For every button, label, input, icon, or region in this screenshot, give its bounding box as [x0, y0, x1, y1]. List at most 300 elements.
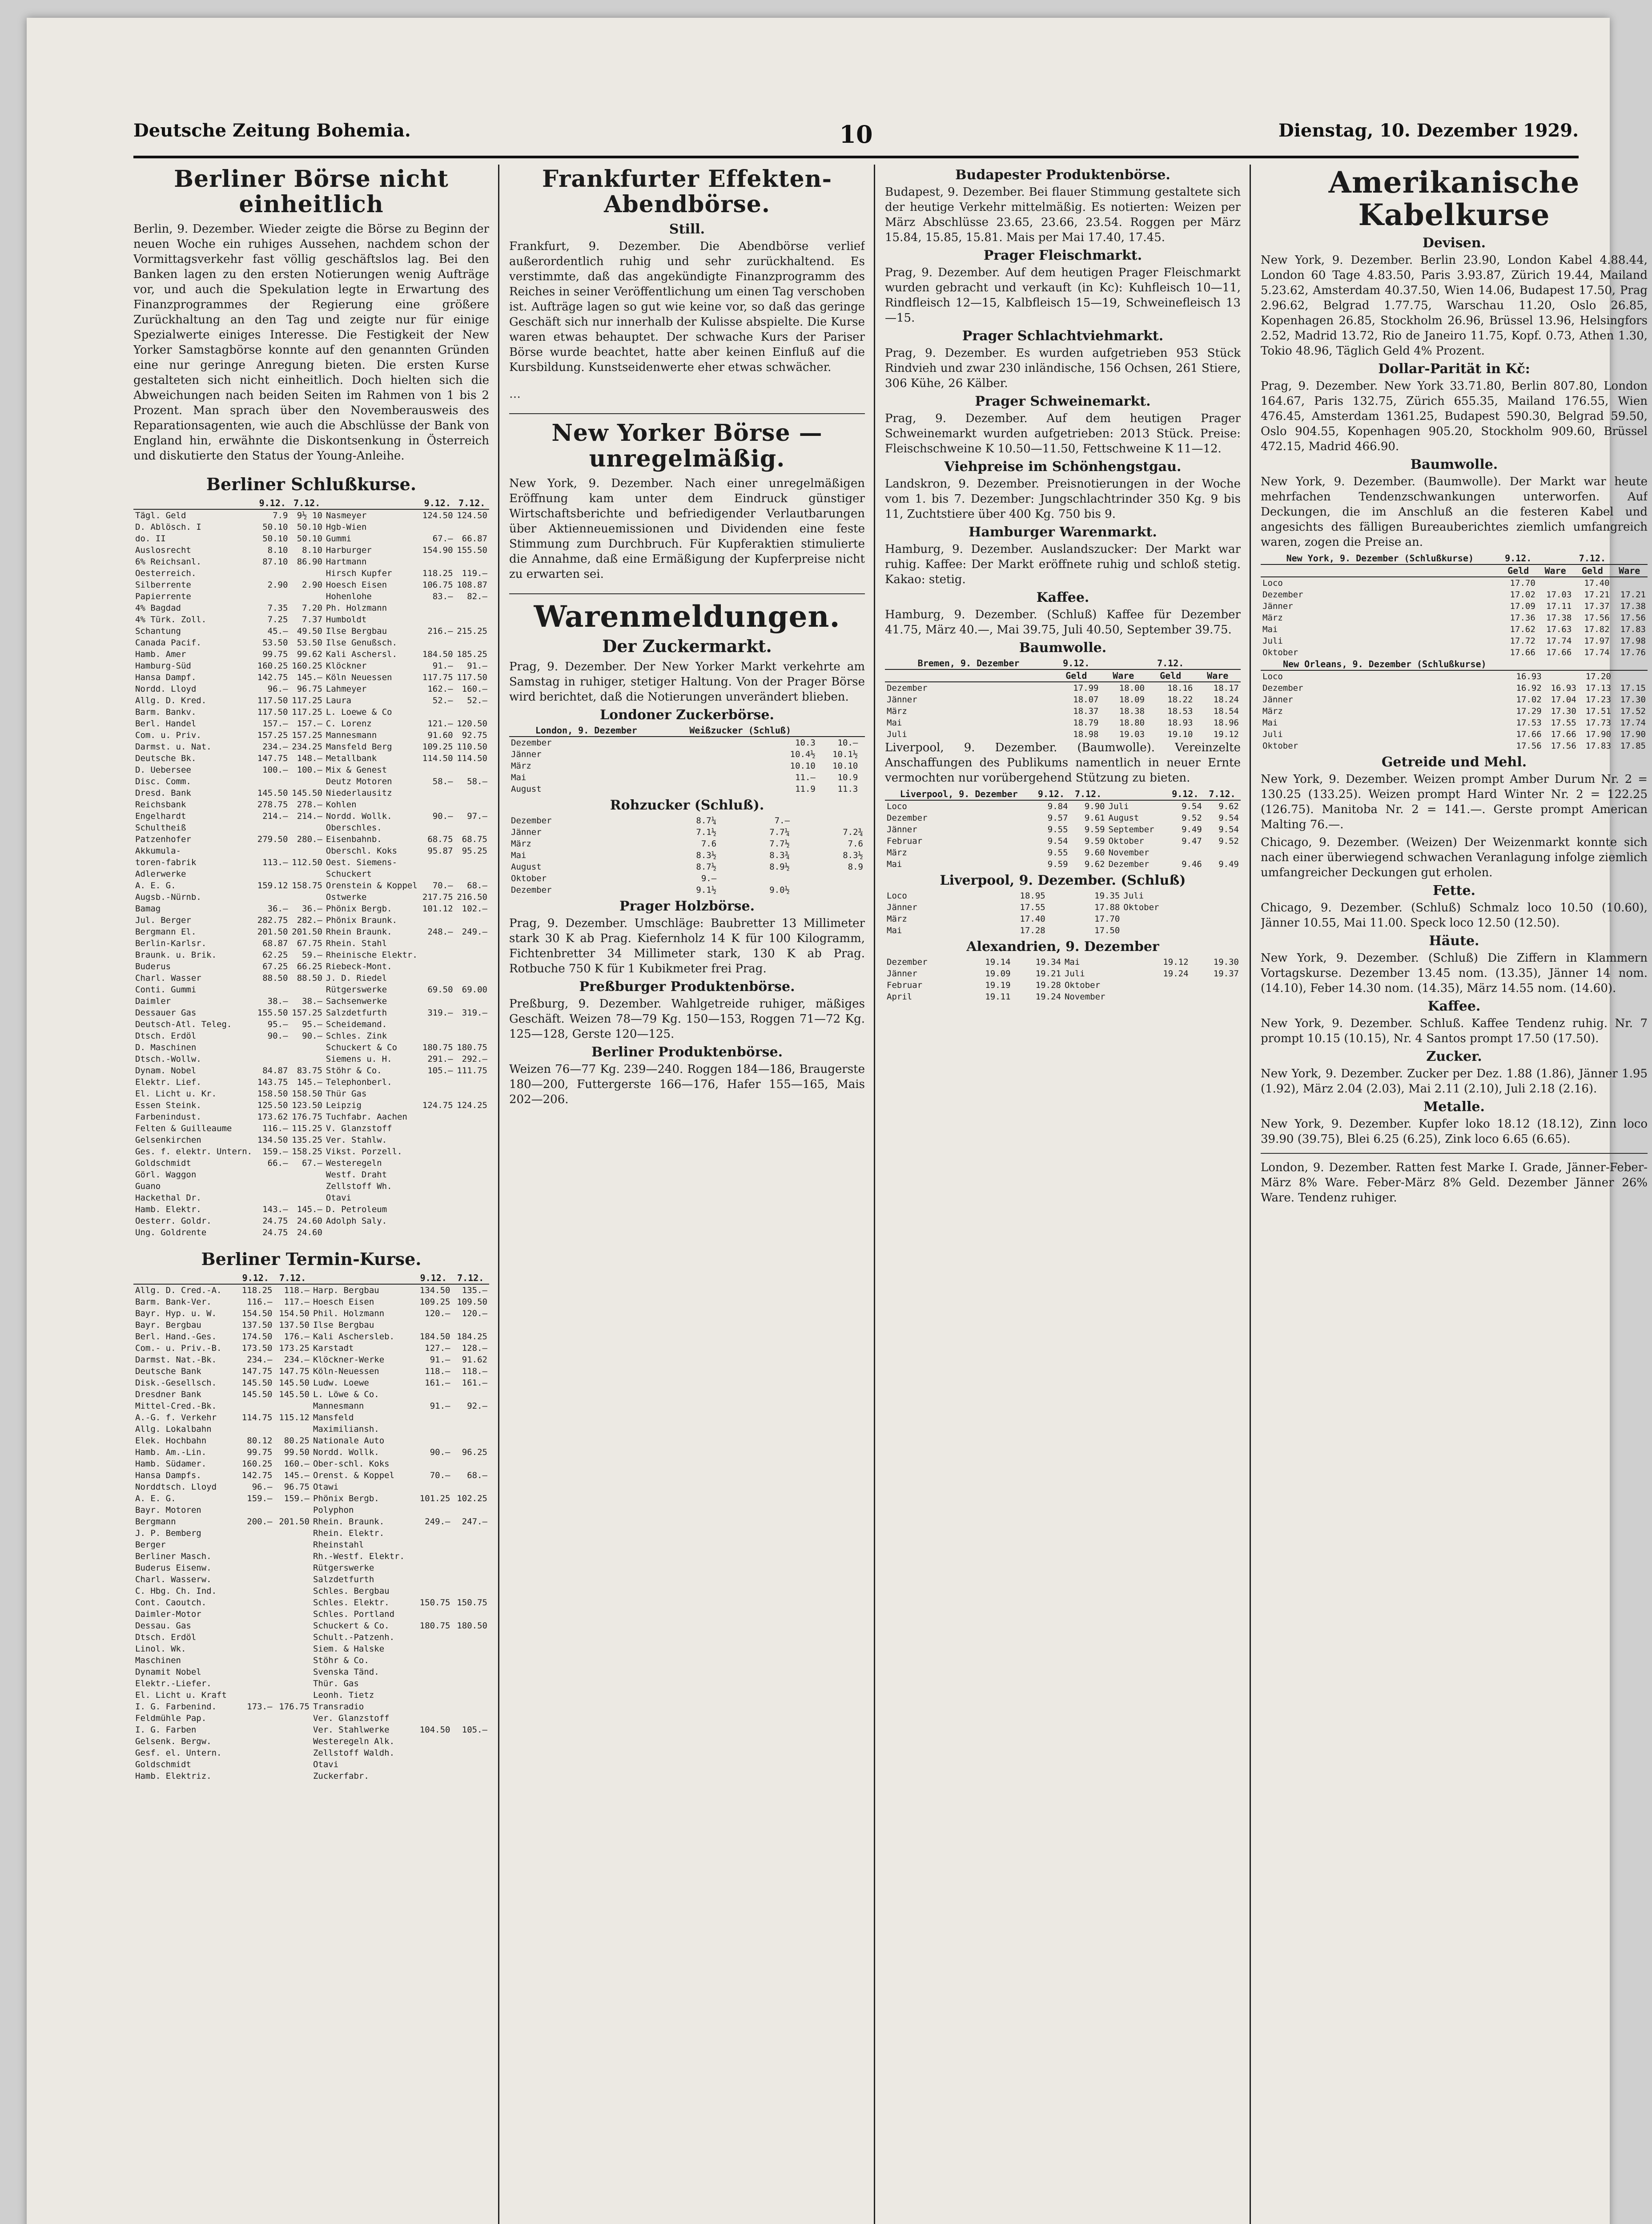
table-cell: [415, 1574, 452, 1585]
table-cell: [289, 1192, 324, 1204]
table-row: [133, 1100, 489, 1111]
table-cell: [255, 1042, 289, 1053]
table-cell: 50.10: [297, 534, 322, 544]
table-cell: 145.–: [297, 673, 322, 683]
table-row: [1261, 717, 1648, 729]
table-header-cell: [324, 497, 420, 509]
table-cell: Schuckert & Co: [326, 1043, 398, 1053]
table-row: [885, 925, 1241, 936]
heading-fette: Fette.: [1433, 883, 1475, 899]
table-cell: Stöhr & Co.: [313, 1655, 369, 1665]
table-cell: 145.50: [241, 1378, 273, 1388]
table-cell: 113.–: [262, 858, 288, 868]
table-cell: Oktober: [1262, 648, 1298, 658]
table-cell: 216.–: [427, 626, 453, 637]
table-cell: Schles. Zink: [326, 1031, 387, 1041]
table-cell: 67.75: [297, 939, 322, 949]
table-cell: 70.–: [432, 881, 453, 891]
table-cell: [452, 1666, 489, 1678]
table-cell: Zellstoff Wh.: [326, 1181, 392, 1192]
table-cell: [274, 1724, 311, 1736]
table-cell: Dessau. Gas: [135, 1620, 191, 1631]
table-cell: Kali Aschersl.: [326, 649, 398, 660]
table-row: [885, 890, 1241, 902]
table-row: [133, 1585, 489, 1597]
table-cell: 176.75: [279, 1701, 309, 1712]
table-cell: [237, 1632, 274, 1643]
table-cell: 116.–: [247, 1297, 273, 1307]
table-cell: 143.75: [257, 1077, 288, 1088]
table-cell: [860, 772, 865, 783]
table-cell: Daimler-Motor: [135, 1609, 201, 1619]
table-cell: Barm. Bankv.: [135, 707, 197, 717]
table-cell: Papierrente: [135, 592, 191, 602]
table-cell: 247.–: [462, 1516, 487, 1527]
table-cell: [452, 1423, 489, 1435]
table-cell: 96.–: [267, 684, 288, 694]
table-cell: [455, 868, 489, 880]
table-cell: [255, 868, 289, 880]
table-cell: 118.–: [425, 1366, 450, 1376]
table-cell: [237, 1770, 274, 1782]
table-row: [133, 568, 489, 579]
heading-schlachtvieh: Prager Schlachtviehmarkt.: [962, 328, 1164, 344]
table-cell: Allg. D. Cred.-A.: [135, 1285, 222, 1295]
table-cell: [237, 1504, 274, 1516]
table-cell: 109.25: [422, 742, 453, 752]
table-row: [133, 1123, 489, 1134]
table-cell: [452, 1504, 489, 1516]
table-cell: 17.63: [1546, 624, 1572, 635]
table-cell: Eisenbahnb.: [326, 834, 382, 845]
table-row: [133, 544, 489, 556]
table-cell: 9.54: [1218, 825, 1239, 834]
table-cell: Mai: [887, 718, 902, 728]
table-row: [885, 991, 1241, 1003]
table-cell: 96.25: [462, 1447, 487, 1457]
table-cell: Canada Pacif.: [135, 638, 201, 648]
table-cell: 319.–: [462, 1008, 487, 1018]
table-cell: [415, 1504, 452, 1516]
table-cell: El. Licht u. Kraft: [135, 1690, 227, 1700]
table-header-cell: 9.12.: [415, 1272, 452, 1284]
heading-berlin-schlusskurse: Berliner Schlußkurse.: [206, 474, 417, 495]
table-cell: [455, 556, 489, 568]
table-cell: Dresd. Bank: [135, 788, 191, 798]
table-cell: 7.7½: [769, 839, 790, 849]
table-cell: Zellstoff Waldh.: [313, 1748, 395, 1758]
table-cell: 10.3: [795, 738, 816, 748]
table-row: [133, 1435, 489, 1446]
table-cell: Hamburg-Süd: [135, 661, 191, 671]
table-row: [133, 1597, 489, 1608]
article-zucker-ny: New York, 9. Dezember. Zucker per Dez. 1.88 (1.86), Jänner 1.95 (1.92), März 2.04 (2.03), Mai 2.11 (2.10), Juli 2.18 (2.16).: [1261, 1067, 1648, 1096]
table-cell: 18.24: [1213, 695, 1239, 705]
table-cell: [237, 1597, 274, 1608]
table-cell: Jänner: [887, 969, 917, 979]
table-row: [133, 1377, 489, 1389]
table-cell: 159.–: [284, 1493, 309, 1503]
table-cell: Rhein Braunk.: [326, 927, 392, 937]
heading-kaffee: Kaffee.: [1036, 590, 1089, 605]
table-cell: 150.75: [419, 1597, 450, 1608]
table-header-cell: Ware: [1612, 564, 1648, 577]
table-cell: Gelsenk. Bergw.: [135, 1736, 212, 1746]
table-cell: 18.80: [1119, 718, 1145, 728]
table-cell: 17.04: [1551, 695, 1576, 705]
table-cell: Disc. Comm.: [135, 777, 191, 787]
table-cell: 17.66: [1516, 729, 1542, 740]
table-cell: [255, 845, 289, 857]
table-cell: 117.50: [457, 673, 487, 683]
table-header-cell: [1107, 788, 1167, 800]
table-cell: [1543, 670, 1578, 682]
table-cell: 145.50: [279, 1389, 309, 1399]
table-cell: 148.–: [297, 753, 322, 764]
table-cell: Deutsche Bank: [135, 1366, 201, 1376]
table-cell: 8.3½: [696, 850, 717, 861]
table-cell: 158.75: [292, 881, 322, 891]
table-row: [133, 718, 489, 729]
table-cell: [1204, 847, 1241, 858]
table-cell: Essen Steink.: [135, 1100, 201, 1111]
table-cell: [420, 1123, 454, 1134]
table-cell: Berliner Masch.: [135, 1551, 212, 1561]
table-cell: 176.75: [292, 1112, 322, 1122]
table-cell: Dezember: [511, 816, 552, 826]
table-cell: 17.74: [1546, 636, 1572, 646]
table-cell: Phönix Braunk.: [326, 915, 398, 926]
table-cell: 17.90: [1585, 729, 1611, 740]
table-cell: 62.25: [262, 950, 288, 960]
table-cell: [255, 822, 289, 834]
table-cell: März: [511, 839, 531, 849]
table-cell: Hamb. Amer: [135, 649, 186, 660]
table-header-cell: 7.12.: [274, 1272, 311, 1284]
table-cell: I. G. Farbenind.: [135, 1701, 217, 1712]
table-cell: Berl. Handel: [135, 719, 197, 729]
table-cell: [289, 1180, 324, 1192]
table-cell: Vikst. Porzell.: [326, 1147, 402, 1157]
table-cell: [455, 1204, 489, 1215]
table-cell: [455, 1215, 489, 1227]
table-cell: Dezember: [511, 738, 552, 748]
article-getreide: New York, 9. Dezember. Weizen prompt Amber Durum Nr. 2 = 130.25 (133.25). Weizen prompt Hard Winter Nr. 2 = 122.25 (126.75). Manitoba Nr. 2 = 141.—. Gerste prompt American Malting 76.—.: [1261, 773, 1648, 832]
table-cell: Jänner: [887, 902, 917, 912]
table-cell: [420, 637, 454, 649]
table-cell: Rütgerswerke: [313, 1563, 374, 1573]
table-cell: [455, 1076, 489, 1088]
table-cell: 17.13: [1585, 683, 1611, 693]
table-alexandrien: [885, 956, 1241, 1003]
table-cell: [1140, 979, 1190, 991]
table-cell: [420, 1157, 454, 1169]
table-cell: [455, 972, 489, 984]
table-cell: [860, 783, 865, 795]
table-cell: [415, 1423, 452, 1435]
table-cell: 91.60: [427, 730, 453, 741]
table-cell: Mix & Genest: [326, 765, 387, 775]
table-row: [133, 1308, 489, 1319]
table-cell: 160.25: [292, 661, 322, 671]
table-row: [133, 984, 489, 995]
table-cell: Laura: [326, 696, 352, 706]
table-header-cell: [1100, 657, 1146, 669]
table-cell: 17.99: [1073, 683, 1099, 693]
table-cell: 173.50: [241, 1343, 273, 1353]
heading-london-zucker: Londoner Zuckerbörse.: [600, 707, 774, 723]
table-cell: 102.25: [457, 1493, 487, 1503]
heading-schweinemarkt: Prager Schweinemarkt.: [975, 394, 1151, 409]
table-cell: 9.61: [1084, 813, 1105, 823]
table-cell: Nordd. Wollk.: [326, 811, 392, 822]
table-cell: [452, 1412, 489, 1423]
table-row: [133, 1712, 489, 1724]
table-cell: Gelsenkirchen: [135, 1135, 201, 1145]
table-cell: Westf. Draht: [326, 1170, 387, 1180]
table-cell: 24.60: [297, 1228, 322, 1238]
table-cell: 70.–: [430, 1470, 450, 1480]
table-cell: 17.74: [1584, 648, 1610, 658]
table-cell: Riebeck-Mont.: [326, 962, 392, 972]
table-header-cell: 9.12.: [255, 497, 289, 509]
table-row: [1261, 589, 1648, 600]
table-cell: 117.50: [257, 707, 288, 717]
table-cell: [237, 1620, 274, 1632]
table-cell: [452, 1574, 489, 1585]
table-row: [133, 1389, 489, 1400]
table-cell: August: [511, 784, 542, 794]
table-cell: 117.75: [422, 673, 453, 683]
table-cell: [420, 787, 454, 799]
heading-haeute: Häute.: [1429, 933, 1479, 949]
table-cell: 155.50: [457, 545, 487, 556]
table-cell: 17.11: [1546, 601, 1572, 612]
table-row: [133, 579, 489, 591]
table-cell: 115.12: [279, 1412, 309, 1422]
table-row: [133, 1030, 489, 1042]
heading-dollar-paritaet: Dollar-Parität in Kč:: [1378, 361, 1530, 377]
masthead: [133, 120, 1579, 156]
table-cell: 8.10: [267, 545, 288, 556]
table-cell: 157.–: [262, 719, 288, 729]
table-row: [509, 884, 865, 896]
table-cell: 17.88: [1094, 902, 1120, 912]
table-cell: 147.75: [257, 753, 288, 764]
table-row: [133, 625, 489, 637]
table-cell: [455, 706, 489, 718]
table-cell: [420, 822, 454, 834]
article-chicago: Chicago, 9. Dezember. (Weizen) Der Weizenmarkt konnte sich nach einer überwiegend schwachen Veranlagung infolge ziemlich umfangreicher Deckungen gut erholen.: [1261, 836, 1648, 880]
table-cell: März: [887, 914, 907, 924]
table-cell: [274, 1527, 311, 1539]
table-cell: 17.76: [1620, 648, 1646, 658]
table-cell: 154.50: [279, 1308, 309, 1318]
table-cell: 278.–: [297, 800, 322, 810]
table-cell: 9.59: [1084, 836, 1105, 846]
table-cell: 7.6: [701, 839, 717, 849]
table-cell: 173.62: [257, 1112, 288, 1122]
table-cell: [415, 1608, 452, 1620]
table-cell: Adlerwerke: [135, 869, 186, 879]
table-cell: [420, 1076, 454, 1088]
table-header-cell: Liverpool, 9. Dezember: [885, 788, 1033, 800]
table-cell: Dtsch.-Wollw.: [135, 1054, 201, 1064]
table-cell: 90.–: [432, 811, 453, 822]
table-cell: 96.75: [284, 1482, 309, 1492]
table-cell: 17.56: [1516, 741, 1542, 751]
table-row: [509, 861, 865, 873]
table-cell: Ostwerke: [326, 892, 367, 902]
table-cell: [237, 1551, 274, 1562]
issue-date: Dienstag, 10. Dezember 1929.: [1278, 120, 1579, 141]
table-row: [133, 995, 489, 1007]
table-row: [133, 1076, 489, 1088]
table-cell: Jänner: [887, 695, 917, 705]
table-cell: [274, 1423, 311, 1435]
table-row: [1261, 705, 1648, 717]
table-row: [133, 1146, 489, 1157]
table-cell: 124.50: [422, 511, 453, 521]
table-header-cell: [1578, 658, 1613, 670]
table-cell: [274, 1666, 311, 1678]
table-cell: Loco: [887, 802, 907, 811]
table-row: [885, 694, 1241, 705]
table-cell: Schuckert: [326, 869, 372, 879]
table-cell: Nordd. Lloyd: [135, 684, 197, 694]
table-cell: 18.22: [1167, 695, 1193, 705]
table-cell: 67.–: [432, 534, 453, 544]
table-cell: 9.49: [1182, 825, 1202, 834]
table-cell: 97.–: [467, 811, 487, 822]
table-cell: 17.20: [1585, 672, 1611, 682]
table-row: [885, 847, 1241, 858]
table-header-cell: 7.12.: [455, 497, 489, 509]
table-row: [1261, 670, 1648, 682]
table-row: [133, 1632, 489, 1643]
table-cell: 17.02: [1510, 590, 1535, 600]
table-cell: 161.–: [462, 1378, 487, 1388]
table-cell: 157.25: [257, 730, 288, 741]
table-cell: 125.50: [257, 1100, 288, 1111]
table-row: [133, 1065, 489, 1076]
table-cell: [420, 1111, 454, 1123]
table-cell: [860, 760, 865, 772]
table-cell: Rheinstahl: [313, 1539, 364, 1550]
table-row: [133, 521, 489, 533]
table-cell: 99.50: [284, 1447, 309, 1457]
table-cell: 9.54: [1182, 802, 1202, 811]
table-header-cell: Geld: [1052, 669, 1100, 682]
headline-new-york: New Yorker Börse — unregelmäßig.: [551, 419, 823, 472]
table-cell: 45.–: [267, 626, 288, 637]
table-cell: Bayr. Hyp. u. W.: [135, 1308, 217, 1318]
table-cell: [237, 1562, 274, 1574]
table-cell: 143.–: [262, 1205, 288, 1215]
table-cell: 117.25: [292, 696, 322, 706]
table-cell: 17.02: [1516, 695, 1542, 705]
table-cell: Nordd. Wollk.: [313, 1447, 379, 1457]
table-cell: 121.–: [427, 719, 453, 729]
table-cell: Orenst. & Koppel: [313, 1470, 395, 1480]
table-liverpool: [885, 788, 1241, 870]
heading-fleischmarkt: Prager Fleischmarkt.: [983, 248, 1142, 263]
table-cell: Elek. Hochbahn: [135, 1435, 207, 1446]
table-cell: 7.9: [273, 511, 288, 521]
table-cell: 17.97: [1584, 636, 1610, 646]
table-cell: Hamb. Elektr.: [135, 1205, 201, 1215]
table-row: [885, 729, 1241, 740]
table-cell: Engelhardt: [135, 811, 186, 822]
table-row: [133, 1608, 489, 1620]
table-header-cell: 7.12.: [289, 497, 324, 509]
table-header-cell: 9.12.: [420, 497, 454, 509]
table-cell: [415, 1585, 452, 1597]
table-cell: 145.50: [279, 1378, 309, 1388]
table-cell: Reichsbank: [135, 800, 186, 810]
table-cell: [1222, 890, 1232, 902]
article-devisen: New York, 9. Dezember. Berlin 23.90, London Kabel 4.88.44, London 60 Tage 4.83.50, Paris 3.93.87, Zürich 19.44, Mailand 5.23.62, Amsterdam 40.37.50, Wien 14.06, Budapest 17.50, Prag 2.96.62, Belgrad 1.77.75, Warschau 11.20, Oslo 26.85, Kopenhagen 26.85, Stockholm 26.96, Brüssel 13.96, Helsingfors 2.52, Madrid 13.72, Rio de Janeiro 11.75, Kopf. 0.73, Athen 1.30, Tokio 48.96, Täglich Geld 4% Prozent.: [1261, 254, 1648, 358]
table-row: [133, 1134, 489, 1146]
table-cell: [415, 1458, 452, 1470]
table-cell: 10.1½: [832, 749, 858, 760]
table-cell: [420, 868, 454, 880]
table-cell: [455, 1134, 489, 1146]
table-cell: [237, 1724, 274, 1736]
table-cell: [1167, 847, 1204, 858]
table-cell: 123.50: [292, 1100, 322, 1111]
table-cell: [255, 568, 289, 579]
table-row: [133, 938, 489, 949]
table-cell: 17.21: [1620, 590, 1646, 600]
table-cell: 83.75: [297, 1066, 322, 1076]
table-header-cell: 9.12.: [1033, 788, 1069, 800]
table-cell: Leipzig: [326, 1100, 362, 1111]
table-cell: 142.75: [241, 1470, 273, 1480]
table-cell: [455, 602, 489, 614]
table-cell: [420, 799, 454, 810]
table-cell: Com. u. Priv.: [135, 730, 201, 741]
table-cell: [415, 1712, 452, 1724]
table-cell: Dtsch. Erdöl: [135, 1632, 197, 1642]
table-cell: 217.75: [422, 892, 453, 902]
table-cell: [420, 949, 454, 961]
table-cell: 17.52: [1620, 706, 1646, 717]
table-cell: 145.–: [284, 1470, 309, 1480]
table-cell: [415, 1701, 452, 1712]
table-cell: Jul. Berger: [135, 915, 191, 926]
table-cell: Februar: [887, 980, 923, 990]
table-cell: 18.37: [1073, 706, 1099, 716]
table-cell: toren-fabrik: [135, 858, 197, 868]
table-cell: [274, 1562, 311, 1574]
table-cell: 67.–: [302, 1158, 322, 1168]
page-number: 10: [839, 120, 873, 149]
table-cell: März: [887, 848, 907, 858]
table-cell: [455, 822, 489, 834]
table-cell: Phil. Holzmann: [313, 1308, 385, 1318]
table-cell: 8.9½: [769, 862, 790, 872]
table-cell: 157.25: [292, 730, 322, 741]
table-cell: Lahmeyer: [326, 684, 367, 694]
table-row: [1261, 612, 1648, 624]
table-cell: Com.- u. Priv.-B.: [135, 1343, 222, 1353]
table-cell: [452, 1678, 489, 1689]
table-cell: 7.6: [848, 839, 863, 849]
table-cell: [420, 1146, 454, 1157]
table-cell: 157.–: [297, 719, 322, 729]
table-cell: [455, 857, 489, 868]
